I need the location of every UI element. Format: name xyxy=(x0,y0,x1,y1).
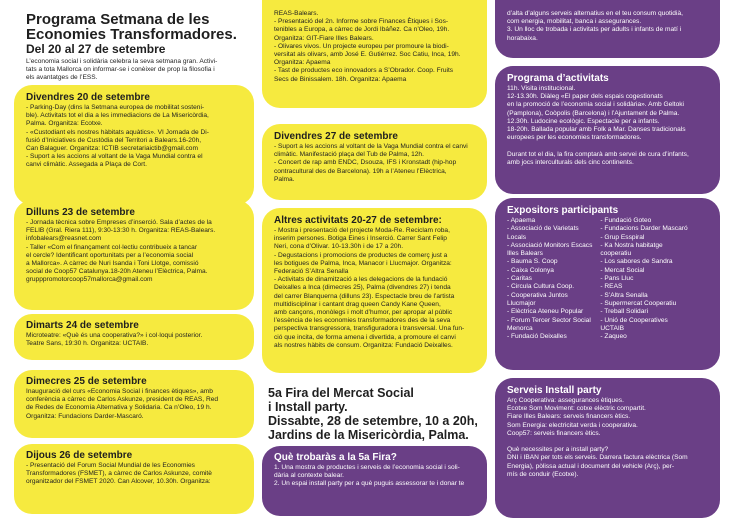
expositor-item: - Pans Lluc xyxy=(600,275,634,283)
expositor-item: - Fundacions Darder Mascaró xyxy=(600,225,688,233)
expositor-item: - Elèctrica Ateneu Popular xyxy=(507,308,584,316)
expositor-item: - Grup Esspiral xyxy=(600,233,645,241)
expositors-col1 xyxy=(507,217,592,341)
expositor-item: - Forum Tercer Sector Social xyxy=(507,316,591,324)
expositor-item: - Los sabores de Sandra xyxy=(600,258,673,266)
thursday26-continued-card xyxy=(262,0,487,108)
fira-question-body: 1. Una mostra de productes i serveis de l’economia social i soli- dària al contexte balear. 2. Un espai install party per a què puguis assessorar te i donar te xyxy=(274,464,465,488)
expositor-item: - Ka Nostra habitatge xyxy=(600,241,663,249)
day-card-monday23 xyxy=(14,200,254,310)
day-card-friday27 xyxy=(262,124,487,200)
page-title-line2: Economies Transformadores. xyxy=(26,26,237,43)
serveis-body: Arç Cooperativa: assegurances ètiques. Ecotxe Som Moviment: cotxe elèctric compartit. Fiare Illes Balears: serveis financers ètics. Som Energia: electricitat verda i cooperativa. Coop57: serveis financers ètics. Què necessites per a install party? DNI i IBAN per tots els serveis. Darrera factura elèctrica (Som Energia), pòlissa actual i document del vehicle (Arç), per- mís de conduir (Ecotxe). xyxy=(507,397,688,478)
expositor-item: cooperatiu xyxy=(600,250,632,258)
serveis-title: Serveis Install party xyxy=(507,385,602,396)
day-title: Divendres 27 de setembre xyxy=(274,131,398,142)
day-title: Dilluns 23 de setembre xyxy=(26,207,135,218)
expositor-item: - Caritas xyxy=(507,275,532,283)
page-title-line1: Programa Setmana de les xyxy=(26,11,210,28)
expositor-item: UCTAIB xyxy=(600,324,625,332)
day-body: Inauguració del curs «Economia Social i finances ètiques», amb conferència a càrrec de Carlos Askunze, president de REAS, Red de Redes de Economía Alternativa y Solidaria. Ca n’Oleo, 19 h. Organitza: Fundacions Darder-Mascaró. xyxy=(26,388,219,420)
day-card-wednesday25 xyxy=(14,370,254,438)
expositor-item: - Associació Monitors Escacs xyxy=(507,241,593,249)
day-title: Dimecres 25 de setembre xyxy=(26,376,147,387)
header xyxy=(26,12,251,83)
day-body: - Parking-Day (dins la Setmana europea de mobilitat sosteni- ble). Activitats tot el dia a les immediacions de La Misericòrdia, Palma. Organitza: Ecotxe. - «Custodiant els nostres hàbitats aquàtics». VI Jornada de Di- fusió d’Iniciatives de Custòdia del Territori a Balears.16-20h, Can Balaguer. Organitza: ICTIB secretariaictib@gmail.com - Suport a les accions al voltant de la Vaga Mundial contra el canvi climàtic. Assegada a Plaça de Cort. xyxy=(26,104,209,169)
expositor-item: - Apaema xyxy=(507,217,536,224)
expositor-item: - Zaqueo xyxy=(600,333,627,341)
other-activities-title: Altres activitats 20-27 de setembre: xyxy=(274,215,442,226)
expositors-title: Expositors participants xyxy=(507,205,619,216)
thursday26-continued-body: REAS-Balears. - Presentació del 2n. Informe sobre Finances Ètiques i Sos- tenibles a Europa, a càrrec de Jordi Ibáñez. Ca n’Oleo, 19h. Organitza: GIT-Fiare Illes Balears. - Olivares vivos. Un projecte europeu per promoure la biodi- versitat als olivars, amb José E. Gutiérrez. Soc Catiu, Inca, 19h. Organitza: Apaema - Tast de productes eco innovadors a S’Obrador. Coop. Fruits Secs de Binissalem. 18h. Organitza: Apaema xyxy=(274,10,461,83)
fira-title: 5a Fira del Mercat Social i Install party. Dissabte, 28 de setembre, 10 a 20h, Jardins de la Misericòrdia, Palma. xyxy=(268,386,478,442)
day-card-friday20 xyxy=(14,85,254,205)
day-card-tuesday24 xyxy=(14,314,254,360)
fira-continued-body: d’alta d’alguns serveis alternatius en el teu consum quotidià, com energia, mobilitat, banca i assegurances. 3. Un lloc de trobada i activitats per adults i infants de matí i horabaixa. xyxy=(507,10,683,42)
day-body: - Suport a les accions al voltant de la Vaga Mundial contra el canvi climàtic. Manifestació plaça del Tub de Palma, 12h. - Concert de rap amb ENDC, Dsouza, IFS i Kronstadt (hip-hop contracultural des de Barcelona). 19h a l’Ateneu l’Elèctrica, Palma. xyxy=(274,143,468,183)
expositor-item: - Fundació Goteo xyxy=(600,217,652,224)
fira-question-card xyxy=(262,446,487,516)
expositor-item: - Circula Cultura Coop. xyxy=(507,283,575,291)
expositor-item: - Bauma S. Coop xyxy=(507,258,558,266)
expositor-item: Menorca xyxy=(507,324,533,332)
expositor-item: Illes Balears xyxy=(507,250,543,258)
serveis-card xyxy=(495,378,720,518)
other-activities-body: - Mostra i presentació del projecte Moda-Re. Reciclam roba, inserim persones. Botiga Eines i Inserció. Carrer Sant Felip Neri, cona d’Olivar. 10-13.30h i de 17 a 20h. - Degustacions i promocions de productes de comerç just a les botigues de Palma, Inca, Manacor i Llucmajor. Organitza: Federació S’Altra Senalla - Activitats de dinamització a les delegacions de la fundació Deixalles a Inca (dimecres 25), Palma (divendres 27) i tenda del carrer Blanquerna (dilluns 23). Espectacle breu de l’artista multidisciplinar i cantant drag queen Candy Kane Queen, amb cançons, monòlegs i molt d’humor, per apropar al públic l’essència de les economies transformadores des de la seva perspectiva transgressora, transfiguradora i transversal. Una fun- ció que incita, de forma amena i divertida, a promoure el canvi als nostres hàbits de consum. Organitza: Fundació Deixalles. xyxy=(274,227,465,349)
day-card-thursday26 xyxy=(14,444,254,514)
intro-text: L’economia social i solidària celebra la seva setmana gran. Activi- tats a tota Mallorca on informar-se i conèixer de prop la filosofia i els avantatges de l’ESS. xyxy=(26,58,218,82)
day-body: - Presentació del Forum Social Mundial de les Economies Transformadores (FSMET), a càrrec de Carlos Askunze, comitè organitzador del FSMET 2020. Can Alcover, 10.30h. Organitza: xyxy=(26,462,212,486)
expositor-item: - Fundació Deixalles xyxy=(507,333,567,341)
other-activities-card xyxy=(262,208,487,373)
expositor-item: - REAS xyxy=(600,283,623,291)
programa-card xyxy=(495,66,720,194)
fira-continued-card xyxy=(495,0,720,58)
expositor-item: Llucmajor xyxy=(507,299,536,307)
expositor-item: - Unió de Cooperatives xyxy=(600,316,668,324)
day-body: - Jornada tècnica sobre Empreses d’inserció. Sala d’actes de la FELIB (Gral. Riera 111), 9:30-13:30 h. Organitza: REAS-Balears. infobalears@reasnet.com - Taller «Com el finançament col·lectiu contribueix a tancar el cercle? Identificant oportunitats per a l’economia social a Mallorca». A càrrec de Nuri Isanda i Toni Llotge, comissió social de Coop57 Catalunya.18-20h Ateneu l’Elèctrica, Palma. grupppromotorcoop57mallorca@gmail.com xyxy=(26,219,216,284)
day-title: Dijous 26 de setembre xyxy=(26,450,133,461)
expositor-item: - S’Altra Senalla xyxy=(600,291,648,299)
programa-title: Programa d’activitats xyxy=(507,73,609,84)
expositor-item: - Caixa Colonya xyxy=(507,266,554,274)
expositor-item: - Associació de Varietats xyxy=(507,225,579,233)
expositors-col2 xyxy=(600,217,687,341)
programa-body: 11h. Visita institucional. 12-13.30h. Diàleg «El paper dels espais cogestionats en la promoció de l’economia social i solidària». Amb Geltoki (Pamplona), Coòpolis (Barcelona) i l’Ajuntament de Palma. 12.30h. Ludocine ecològic. Espectacle per a infants. 18-20h. Ballada popular amb Folk a Mar. Danses tradicionals europees per les economies transformadores. Durant tot el dia, la fira comptarà amb servei de cura d’infants, amb jocs interculturals dels cinc continents. xyxy=(507,85,689,166)
expositor-item: - Supermercat Cooperatiu xyxy=(600,299,677,307)
expositor-item: Locals xyxy=(507,233,527,241)
day-body: Microteatre: «Què és una cooperativa?» i col·loqui posterior. Teatre Sans, 19:30 h. Organitza: UCTAIB. xyxy=(26,332,203,348)
expositor-item: - Cooperativa Juntos xyxy=(507,291,568,299)
expositors-card xyxy=(495,198,720,370)
day-title: Dimarts 24 de setembre xyxy=(26,320,139,331)
date-range: Del 20 al 27 de setembre xyxy=(26,42,166,56)
fira-question-title: Què trobaràs a la 5a Fira? xyxy=(274,452,397,463)
expositor-item: - Mercat Social xyxy=(600,266,645,274)
expositor-item: - Treball Solidari xyxy=(600,308,649,316)
day-title: Divendres 20 de setembre xyxy=(26,92,150,103)
